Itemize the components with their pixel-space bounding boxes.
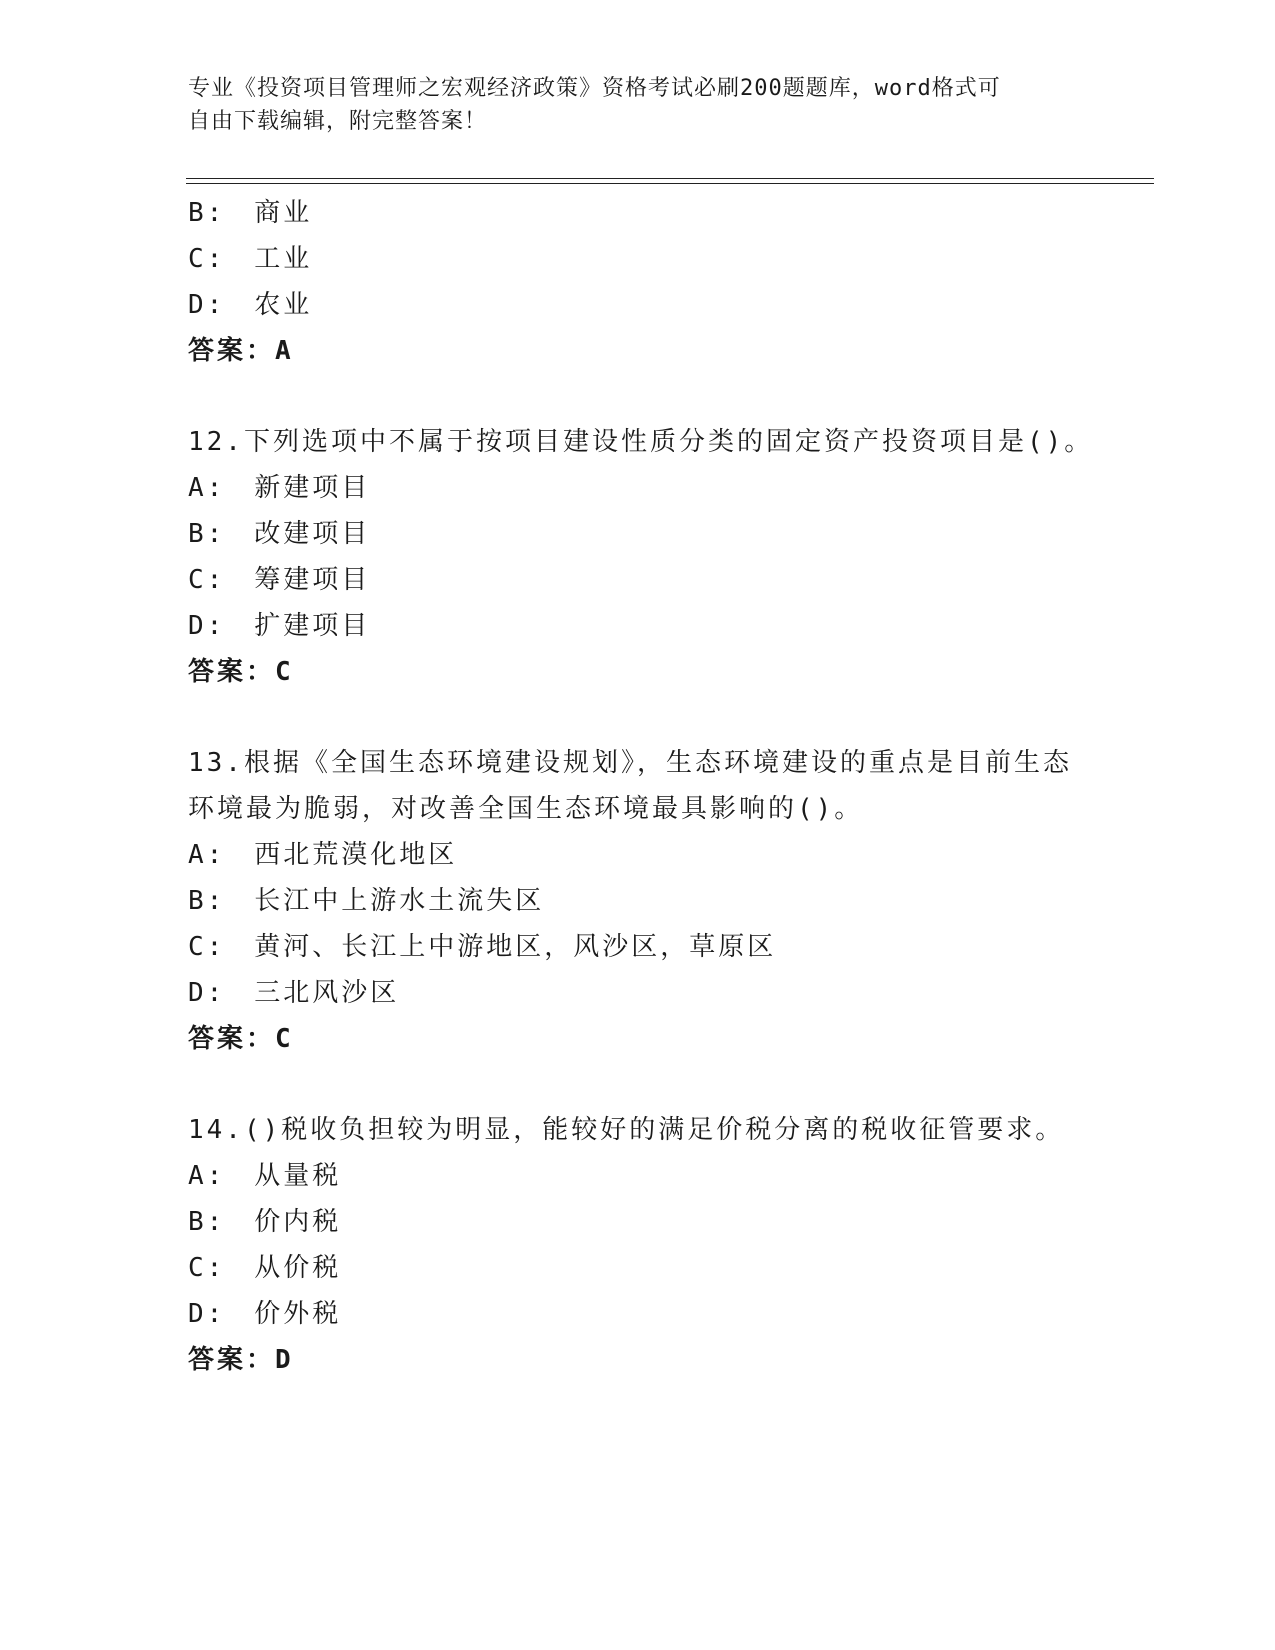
option-c: C: 筹建项目	[188, 565, 371, 595]
question-13	[188, 740, 1148, 1062]
answer: 答案：D	[188, 1345, 294, 1375]
document-header	[188, 72, 1088, 138]
question-text: 14.()税收负担较为明显，能较好的满足价税分离的税收征管要求。	[188, 1115, 1065, 1145]
option-a: A: 从量税	[188, 1161, 342, 1191]
option-c: C: 工业	[188, 244, 313, 274]
header-line-2: 自由下载编辑，附完整答案！	[188, 109, 488, 134]
header-divider-bottom	[186, 183, 1154, 184]
question-text-line-1: 13.根据《全国生态环境建设规划》，生态环境建设的重点是目前生态	[188, 748, 1072, 778]
option-b: B: 改建项目	[188, 519, 371, 549]
option-d: D: 三北风沙区	[188, 978, 400, 1008]
header-line-1: 专业《投资项目管理师之宏观经济政策》资格考试必刷200题题库，word格式可	[188, 76, 1001, 101]
question-text: 12.下列选项中不属于按项目建设性质分类的固定资产投资项目是()。	[188, 427, 1094, 457]
option-a: A: 西北荒漠化地区	[188, 840, 458, 870]
question-14	[188, 1107, 1148, 1383]
option-c: C: 黄河、长江上中游地区，风沙区，草原区	[188, 932, 777, 962]
option-b: B: 商业	[188, 198, 313, 228]
option-c: C: 从价税	[188, 1253, 342, 1283]
answer: 答案：A	[188, 336, 294, 366]
header-divider-top	[186, 178, 1154, 179]
answer: 答案：C	[188, 657, 294, 687]
question-12	[188, 419, 1148, 695]
question-content	[188, 190, 1148, 1383]
option-b: B: 长江中上游水土流失区	[188, 886, 545, 916]
question-11-tail	[188, 190, 1148, 374]
question-text-line-2: 环境最为脆弱，对改善全国生态环境最具影响的()。	[188, 794, 864, 824]
option-d: D: 价外税	[188, 1299, 342, 1329]
option-a: A: 新建项目	[188, 473, 371, 503]
option-b: B: 价内税	[188, 1207, 342, 1237]
option-d: D: 农业	[188, 290, 313, 320]
answer: 答案：C	[188, 1024, 294, 1054]
option-d: D: 扩建项目	[188, 611, 371, 641]
